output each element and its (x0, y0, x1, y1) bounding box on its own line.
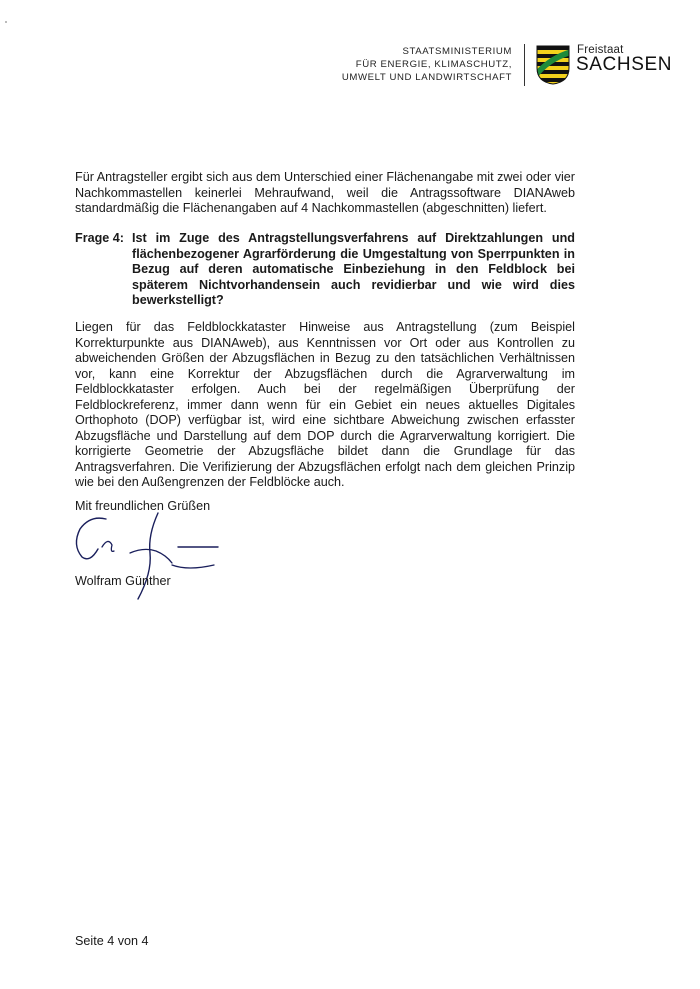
ministry-line-2: FÜR ENERGIE, KLIMASCHUTZ, (355, 59, 512, 70)
header-divider (524, 44, 525, 86)
signer-name: Wolfram Günther (75, 574, 171, 588)
ministry-name (252, 45, 512, 84)
saxony-coat-of-arms-icon (535, 44, 571, 86)
handwritten-signature-icon (68, 507, 228, 603)
brand-main-label: SACHSEN (576, 54, 673, 75)
ministry-line-1: STAATSMINISTERIUM (402, 46, 512, 57)
question-text: Ist im Zuge des Antragstellungsverfahrens auf Direktzahlungen und flächenbezogener Agrarförderung die Umgestaltung von Sperrpunkten in Bezug auf deren automatische Einbeziehung in den Feldblock bei späterem Nichtvorhandensein auch revidierbar und wie wird dies bewerkstelligt? (132, 231, 575, 307)
ministry-line-3: UMWELT UND LANDWIRTSCHAFT (341, 72, 512, 83)
closing-greeting: Mit freundlichen Grüßen (75, 499, 211, 513)
paragraph-2: Liegen für das Feldblockkataster Hinweise aus Antragstellung (zum Beispiel Korrekturpunkte aus DIANAweb), aus Kenntnissen vor Ort oder aus Kontrollen zu abweichenden Größen der Abzugsflächen in Bezug zu den tatsächlichen Verhältnissen vor, kann eine Korrektur der Abzugsflächen durch die Agrarverwaltung im Feldblockkataster erfolgen. Auch bei der regelmäßigen Überprüfung der Feldblockreferenz, immer dann wenn für ein Gebiet ein neues aktuelles Digitales Orthophoto (DOP) verfügbar ist, wird eine sichtbare Abweichung zwischen erfasster Abzugsfläche und Darstellung auf dem DOP durch die Agrarverwaltung korrigiert. Die korrigierte Geometrie der Abzugsfläche bildet dann die Grundlage für das Antragsverfahren. Die Verifizierung der Abzugsflächen erfolgt nach dem gleichen Prinzip wie bei den Außengrenzen der Feldblöcke auch. (75, 320, 575, 489)
paragraph-1: Für Antragsteller ergibt sich aus dem Unterschied einer Flächenangabe mit zwei oder vier Nachkommastellen keinerlei Mehraufwand, weil die Antragssoftware DIANAweb standardmäßig die Flächenangaben auf 4 Nachkommastellen (abgeschnitten) liefert. (75, 170, 575, 215)
question-label: Frage 4: (75, 231, 124, 245)
scan-speck (5, 21, 7, 23)
page-number: Seite 4 von 4 (75, 934, 149, 948)
brand-top-label: Freistaat (577, 44, 624, 56)
